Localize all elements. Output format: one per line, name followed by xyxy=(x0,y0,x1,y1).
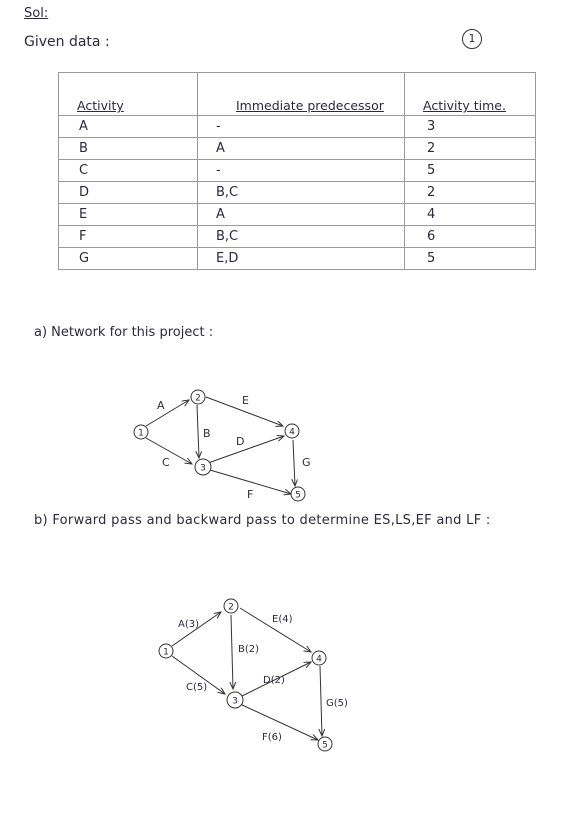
edge-label-e: E xyxy=(242,394,249,407)
node-1-label: 1 xyxy=(163,647,169,658)
node-3-label: 3 xyxy=(232,696,238,707)
predecessor-cell: - xyxy=(198,160,405,182)
time-cell: 3 xyxy=(405,116,536,138)
predecessor-cell: B,C xyxy=(198,182,405,204)
given-data-heading: Given data : xyxy=(24,34,110,50)
edge-label-f: F xyxy=(247,488,254,501)
predecessor-cell: A xyxy=(198,138,405,160)
edge-label-b: B xyxy=(203,427,211,440)
predecessor-cell: B,C xyxy=(198,226,405,248)
time-cell: 5 xyxy=(405,248,536,270)
page-number: 1 xyxy=(462,29,482,49)
predecessor-cell: E,D xyxy=(198,248,405,270)
header-immediate-predecessor: Immediate predecessor xyxy=(198,73,405,116)
edge-label-c5: C(5) xyxy=(186,682,208,693)
edge-label-f6: F(6) xyxy=(262,732,282,743)
node-2-label: 2 xyxy=(228,602,234,613)
solution-label: Sol: xyxy=(24,6,49,21)
header-activity: Activity xyxy=(59,73,198,116)
time-cell: 4 xyxy=(405,204,536,226)
part-b-heading: b) Forward pass and backward pass to determine ES,LS,EF and LF : xyxy=(34,513,491,528)
activity-cell: G xyxy=(59,248,198,270)
predecessor-cell: - xyxy=(198,116,405,138)
time-cell: 2 xyxy=(405,138,536,160)
edge-label-d: D xyxy=(236,435,245,448)
edge-label-c: C xyxy=(162,456,170,469)
node-4-label: 4 xyxy=(289,427,295,438)
edge-g xyxy=(293,440,295,486)
activity-cell: D xyxy=(59,182,198,204)
time-cell: 2 xyxy=(405,182,536,204)
time-cell: 6 xyxy=(405,226,536,248)
time-cell: 5 xyxy=(405,160,536,182)
edge-label-g5: G(5) xyxy=(326,698,348,709)
edge-label-d2: D(2) xyxy=(263,675,285,686)
header-activity-time: Activity time. xyxy=(405,73,536,116)
node-5-label: 5 xyxy=(322,740,328,751)
edge-label-g: G xyxy=(302,456,311,469)
edge-g5 xyxy=(320,666,322,736)
edge-label-b2: B(2) xyxy=(238,644,260,655)
node-2-label: 2 xyxy=(195,393,201,404)
edge-label-a3: A(3) xyxy=(178,619,200,630)
edge-label-e4: E(4) xyxy=(272,614,293,625)
predecessor-cell: A xyxy=(198,204,405,226)
edge-a xyxy=(146,400,189,426)
node-3-label: 3 xyxy=(200,463,206,474)
activity-cell: E xyxy=(59,204,198,226)
node-4-label: 4 xyxy=(316,654,322,665)
node-1-label: 1 xyxy=(138,428,144,439)
edge-label-a: A xyxy=(157,399,165,412)
edge-b2 xyxy=(231,615,233,689)
part-a-heading: a) Network for this project : xyxy=(34,325,214,340)
activity-cell: C xyxy=(59,160,198,182)
edge-d xyxy=(208,436,284,463)
activity-cell: F xyxy=(59,226,198,248)
edge-b xyxy=(197,405,199,458)
node-5-label: 5 xyxy=(295,490,301,501)
activity-cell: A xyxy=(59,116,198,138)
activity-cell: B xyxy=(59,138,198,160)
